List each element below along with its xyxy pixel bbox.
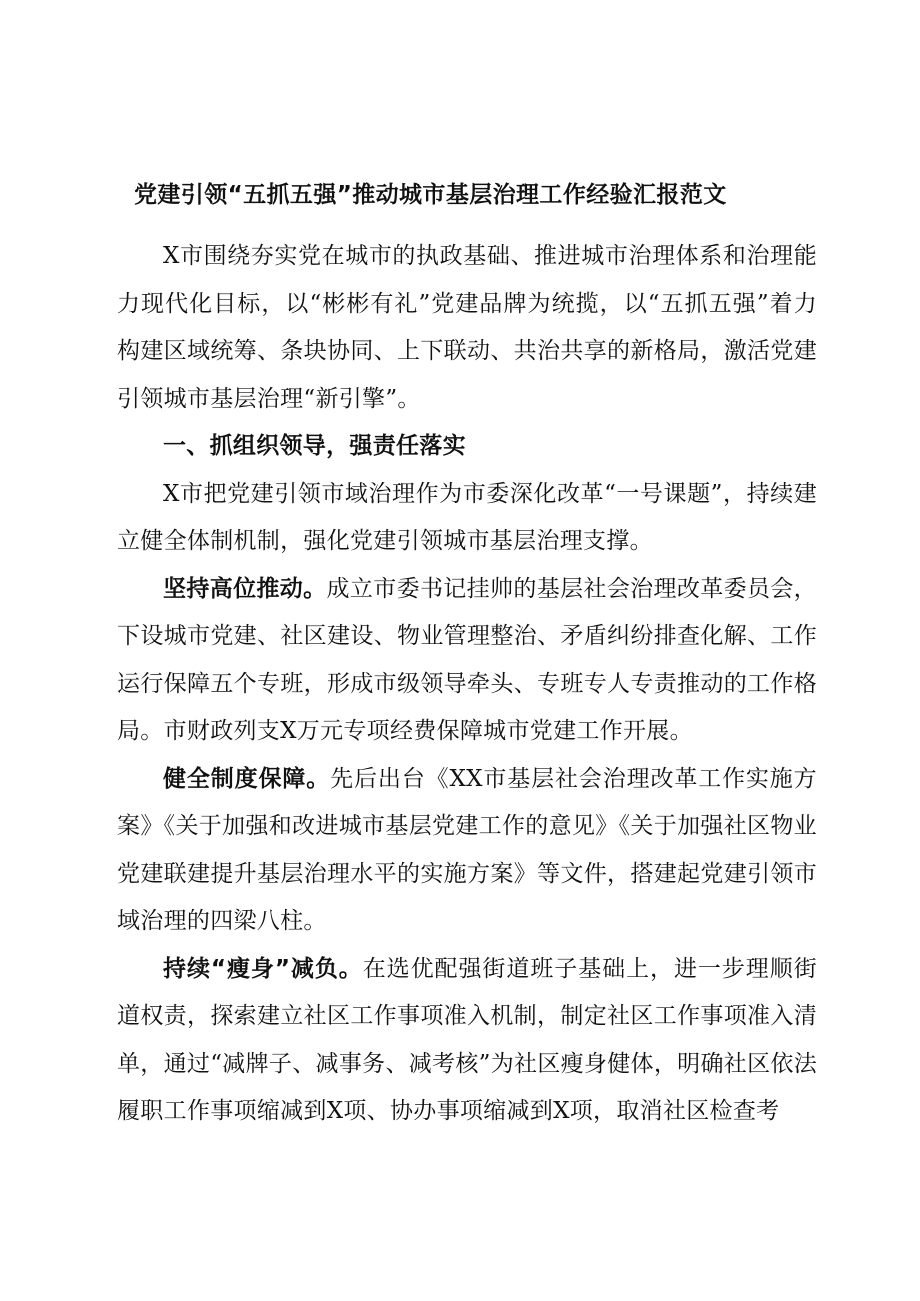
paragraph-lead: 坚持高位推动。 xyxy=(163,575,327,602)
paragraph-system-guarantee xyxy=(117,756,817,946)
paragraph-lead: 健全制度保障。 xyxy=(163,765,331,792)
paragraph-text: 成立市委书记挂帅的基层社会治理改革委员会，下设城市党建、社区建设、物业管理整治、矛盾纠纷排查化解、工作运行保障五个专班，形成市级领导牵头、专班专人专责推动的工作格局。市财政列支X万元专项经费保障城市党建工作开展。 xyxy=(117,575,817,744)
document-body xyxy=(117,233,817,1136)
section-intro-paragraph: X市把党建引领市域治理作为市委深化改革“一号课题”，持续建立健全体制机制，强化党建引领城市基层治理支撑。 xyxy=(117,480,817,554)
document-title: 党建引领“五抓五强”推动城市基层治理工作经验汇报范文 xyxy=(134,182,727,208)
paragraph-text: 先后出台《XX市基层社会治理改革工作实施方案》《关于加强和改进城市基层党建工作的意见》《关于加强社区物业党建联建提升基层治理水平的实施方案》等文件，搭建起党建引领市域治理的四梁八柱。 xyxy=(117,765,817,934)
paragraph-burden-reduction xyxy=(117,946,817,1136)
paragraph-text: 在选优配强街道班子基础上，进一步理顺街道权责，探索建立社区工作事项准入机制，制定社区工作事项准入清单，通过“减牌子、减事务、减考核”为社区瘦身健体，明确社区依法履职工作事项缩减到X项、协办事项缩减到X项，取消社区检查考 xyxy=(117,955,817,1124)
section-heading: 一、抓组织领导，强责任落实 xyxy=(163,433,466,459)
paragraph-lead: 持续“瘦身”减负。 xyxy=(163,955,363,982)
paragraph-high-level-promotion xyxy=(117,566,817,756)
intro-paragraph: X市围绕夯实党在城市的执政基础、推进城市治理体系和治理能力现代化目标，以“彬彬有礼”党建品牌为统揽，以“五抓五强”着力构建区域统筹、条块协同、上下联动、共治共享的新格局，激活党建引领城市基层治理“新引擎”。 xyxy=(117,243,817,412)
